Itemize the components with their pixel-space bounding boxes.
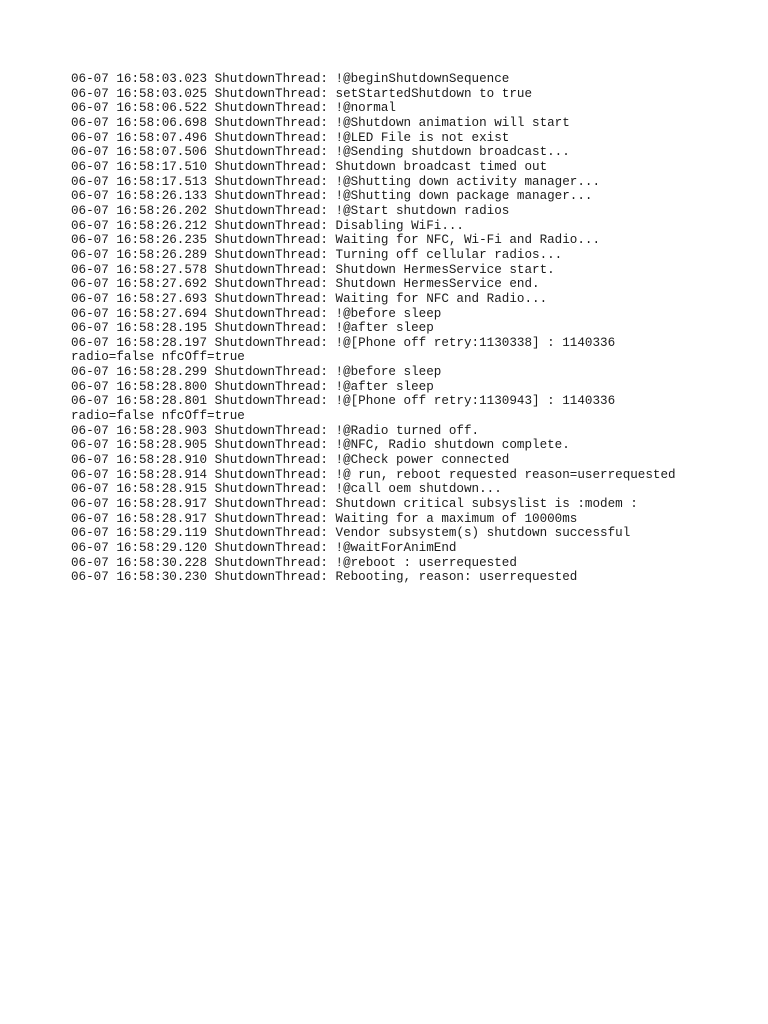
log-line: 06-07 16:58:29.119 ShutdownThread: Vendor subsystem(s) shutdown successful [71, 526, 631, 541]
log-line: 06-07 16:58:28.905 ShutdownThread: !@NFC, Radio shutdown complete. [71, 438, 570, 453]
log-line: 06-07 16:58:17.510 ShutdownThread: Shutdown broadcast timed out [71, 159, 548, 174]
log-line: 06-07 16:58:27.692 ShutdownThread: Shutdown HermesService end. [71, 277, 540, 292]
log-line: 06-07 16:58:07.506 ShutdownThread: !@Sending shutdown broadcast... [71, 145, 570, 160]
log-line: 06-07 16:58:26.202 ShutdownThread: !@Start shutdown radios [71, 203, 510, 218]
log-line: 06-07 16:58:28.299 ShutdownThread: !@before sleep [71, 365, 442, 380]
log-line: 06-07 16:58:28.917 ShutdownThread: Waiting for a maximum of 10000ms [71, 511, 578, 526]
log-line: 06-07 16:58:17.513 ShutdownThread: !@Shutting down activity manager... [71, 174, 601, 189]
log-line: 06-07 16:58:30.230 ShutdownThread: Rebooting, reason: userrequested [71, 570, 578, 585]
log-line: 06-07 16:58:26.133 ShutdownThread: !@Shutting down package manager... [71, 189, 593, 204]
log-line: 06-07 16:58:29.120 ShutdownThread: !@waitForAnimEnd [71, 541, 457, 555]
log-line: 06-07 16:58:28.914 ShutdownThread: !@ run, reboot requested reason=userrequested [71, 467, 676, 482]
log-line: 06-07 16:58:03.025 ShutdownThread: setStartedShutdown to true [71, 86, 533, 101]
log-line: 06-07 16:58:26.212 ShutdownThread: Disabling WiFi... [71, 218, 464, 233]
log-line: 06-07 16:58:28.915 ShutdownThread: !@call oem shutdown... [71, 482, 502, 497]
log-line-continuation: radio=false nfcOff=true [71, 409, 245, 424]
log-line: 06-07 16:58:06.698 ShutdownThread: !@Shutdown animation will start [71, 115, 570, 130]
log-line: 06-07 16:58:30.228 ShutdownThread: !@reboot : userrequested [71, 555, 517, 570]
log-line: 06-07 16:58:28.800 ShutdownThread: !@after sleep [71, 379, 434, 394]
log-line: 06-07 16:58:28.910 ShutdownThread: !@Check power connected [71, 453, 510, 468]
log-line: 06-07 16:58:03.023 ShutdownThread: !@beginShutdownSequence [71, 72, 510, 86]
log-text-block [71, 72, 751, 585]
log-line: 06-07 16:58:06.522 ShutdownThread: !@normal [71, 101, 396, 116]
log-line-continuation: radio=false nfcOff=true [71, 350, 245, 365]
log-line: 06-07 16:58:27.694 ShutdownThread: !@before sleep [71, 306, 442, 321]
log-line: 06-07 16:58:28.195 ShutdownThread: !@after sleep [71, 321, 434, 336]
log-line: 06-07 16:58:28.917 ShutdownThread: Shutdown critical subsyslist is :modem : [71, 497, 638, 512]
log-line: 06-07 16:58:28.903 ShutdownThread: !@Radio turned off. [71, 423, 480, 438]
log-line: 06-07 16:58:26.235 ShutdownThread: Waiting for NFC, Wi-Fi and Radio... [71, 233, 601, 248]
log-line: 06-07 16:58:27.693 ShutdownThread: Waiting for NFC and Radio... [71, 291, 548, 306]
log-line: 06-07 16:58:27.578 ShutdownThread: Shutdown HermesService start. [71, 262, 555, 277]
log-line: 06-07 16:58:07.496 ShutdownThread: !@LED File is not exist [71, 130, 510, 145]
log-line: 06-07 16:58:26.289 ShutdownThread: Turning off cellular radios... [71, 247, 563, 262]
log-line: 06-07 16:58:28.801 ShutdownThread: !@[Phone off retry:1130943] : 1140336 [71, 394, 616, 409]
log-line: 06-07 16:58:28.197 ShutdownThread: !@[Phone off retry:1130338] : 1140336 [71, 335, 616, 350]
